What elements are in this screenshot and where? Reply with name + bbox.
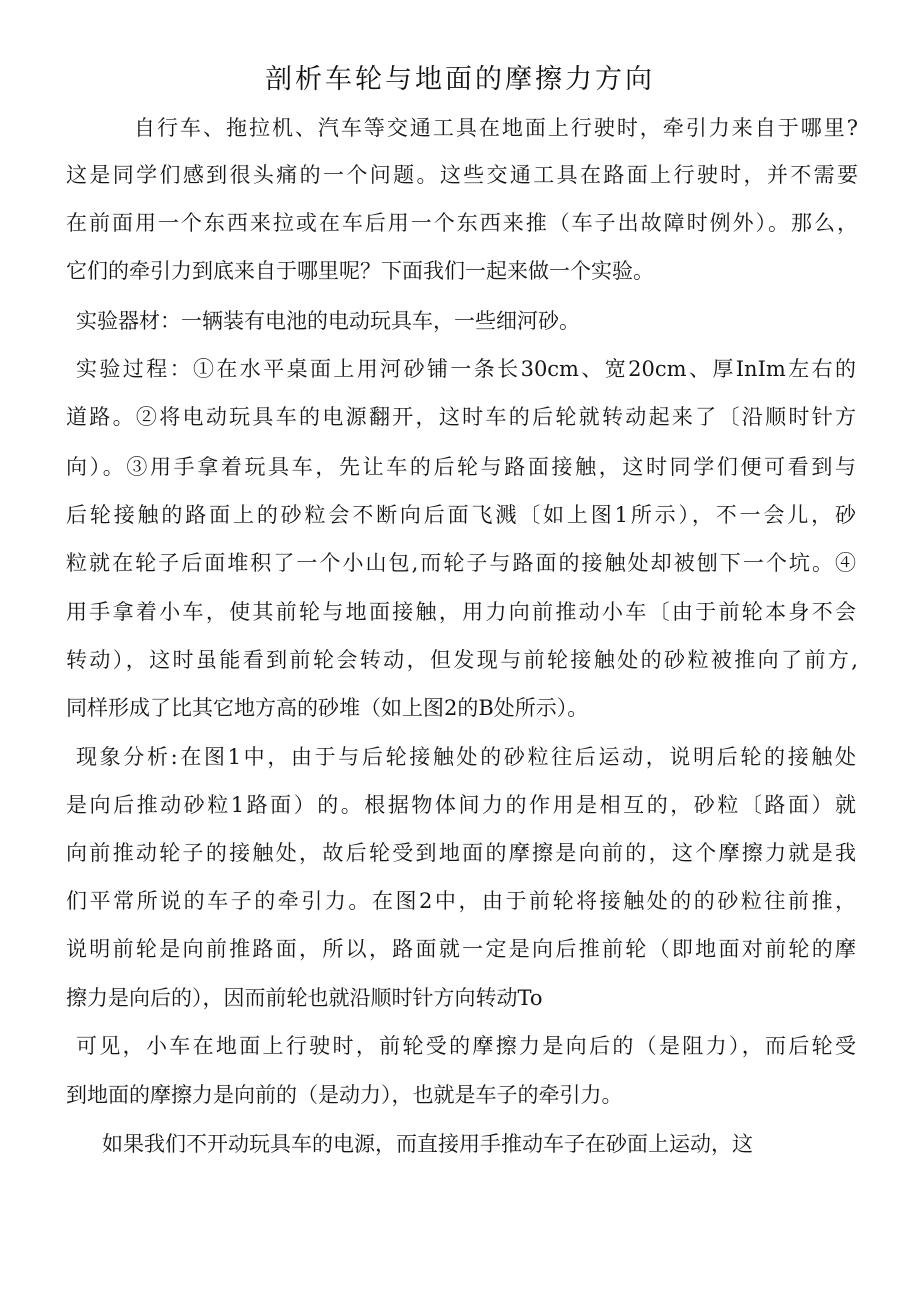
final-line: 如果我们不开动玩具车的电源，而直接用手推动车子在砂面上运动，这	[102, 1132, 753, 1156]
paragraph-line-3: 在前面用一个东西来拉或在车后用一个东西来推（车子出故障时例外）。那么，	[66, 211, 858, 235]
procedure-line-8: 同样形成了比其它地方高的砂堆（如上图2的B处所示）。	[66, 696, 589, 720]
conclusion-line-1: 可见，小车在地面上行驶时，前轮受的摩擦力是向后的（是阻力），而后轮受	[76, 1034, 856, 1058]
conclusion-line-2: 到地面的摩擦力是向前的（是动力），也就是车子的牵引力。	[66, 1083, 623, 1107]
analysis-line-6: 擦力是向后的），因而前轮也就沿顺时针方向转动To	[66, 986, 543, 1010]
procedure-line-5: 粒就在轮子后面堆积了一个小山包,而轮子与路面的接触处却被刨下一个坑。④	[66, 551, 856, 575]
procedure-line-3: 向）。③用手拿着玩具车，先让车的后轮与路面接触，这时同学们便可看到与	[66, 455, 856, 479]
analysis-line-2: 是向后推动砂粒1路面）的。根据物体间力的作用是相互的，砂粒〔路面）就	[66, 793, 856, 817]
procedure-line-2: 道路。②将电动玩具车的电源翻开，这时车的后轮就转动起来了〔沿顺时针方	[66, 405, 856, 429]
materials-line: 实验器材：一辆装有电池的电动玩具车，一些细河砂。	[76, 309, 580, 333]
paragraph-line-2: 这是同学们感到很头痛的一个问题。这些交通工具在路面上行驶时，并不需要	[66, 163, 858, 187]
analysis-line-3: 向前推动轮子的接触处，故后轮受到地面的摩擦是向前的，这个摩擦力就是我	[66, 841, 856, 865]
paragraph-line-4: 它们的牵引力到底来自于哪里呢？下面我们一起来做一个实验。	[66, 259, 654, 283]
paragraph-line-1: 自行车、拖拉机、汽车等交通工具在地面上行驶时，牵引力来自于哪里?	[134, 116, 858, 140]
analysis-line-5: 说明前轮是向前推路面，所以，路面就一定是向后推前轮（即地面对前轮的摩	[66, 937, 856, 961]
analysis-line-1: 现象分析:在图1中，由于与后轮接触处的砂粒往后运动，说明后轮的接触处	[76, 745, 856, 769]
page-title: 剖析车轮与地面的摩擦力方向	[265, 64, 655, 95]
procedure-line-7: 转动），这时虽能看到前轮会转动，但发现与前轮接触处的砂粒被推向了前方,	[66, 648, 858, 672]
procedure-line-1: 实验过程：①在水平桌面上用河砂铺一条长30cm、宽20cm、厚InIm左右的	[76, 357, 856, 381]
procedure-line-6: 用手拿着小车，使其前轮与地面接触，用力向前推动小车〔由于前轮本身不会	[66, 600, 856, 624]
analysis-line-4: 们平常所说的车子的牵引力。在图2中，由于前轮将接触处的的砂粒往前推，	[66, 889, 856, 913]
procedure-line-4: 后轮接触的路面上的砂粒会不断向后面飞溅〔如上图1所示），不一会儿，砂	[66, 503, 856, 527]
